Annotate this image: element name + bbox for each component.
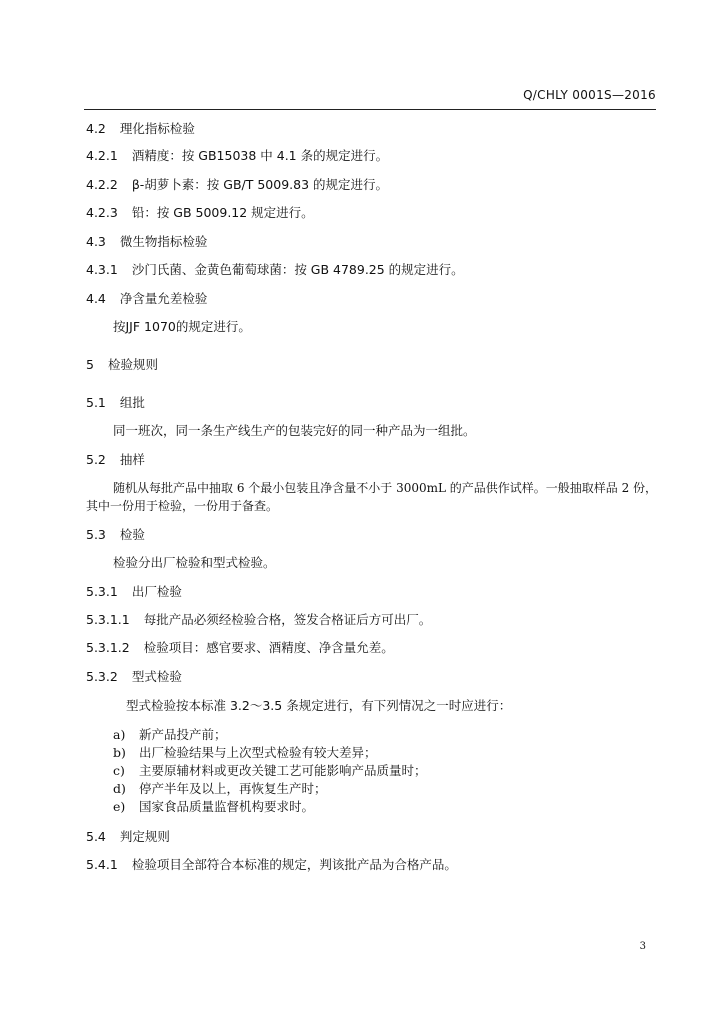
clause-text: 检验项目：感官要求、酒精度、净含量允差。 [143, 640, 394, 655]
clause-text: 检验项目全部符合本标准的规定，判该批产品为合格产品。 [131, 857, 457, 872]
chapter-number: 5 [86, 357, 94, 372]
section-title: 理化指标检验 [119, 121, 195, 136]
section-title: 组批 [119, 395, 145, 410]
section-heading [86, 669, 182, 685]
section-heading [86, 121, 195, 137]
clause [86, 640, 394, 656]
paragraph: 按JJF 1070的规定进行。 [113, 319, 251, 334]
clause [86, 857, 457, 873]
section-heading [86, 291, 207, 307]
list-text: 国家食品质量监督机构要求时。 [139, 799, 315, 814]
chapter-title: 检验规则 [107, 357, 158, 372]
list-item [113, 745, 377, 761]
section-number: 4.2 [86, 121, 106, 136]
list-text: 出厂检验结果与上次型式检验有较大差异； [139, 745, 377, 760]
document-code: Q/CHLY 0001S—2016 [523, 88, 656, 102]
clause [86, 205, 314, 221]
section-number: 5.1 [86, 395, 106, 410]
list-marker: a) [113, 727, 126, 742]
list-marker: b) [113, 745, 126, 760]
section-title: 抽样 [119, 452, 145, 467]
paragraph: 同一班次，同一条生产线生产的包装完好的同一种产品为一组批。 [113, 423, 476, 438]
clause-number: 5.3.1.1 [86, 612, 130, 627]
list-text: 停产半年及以上，再恢复生产时； [139, 781, 327, 796]
page-number: 3 [639, 941, 646, 952]
clause-number: 4.2.2 [86, 177, 118, 192]
section-number: 4.3 [86, 234, 106, 249]
paragraph-continued: 其中一份用于检验，一份用于备查。 [86, 499, 279, 513]
section-title: 净含量允差检验 [119, 291, 208, 306]
chapter-heading [86, 357, 158, 373]
header-rule [84, 109, 656, 110]
list-marker: c) [113, 763, 125, 778]
section-number: 5.3.1 [86, 584, 118, 599]
section-heading [86, 234, 207, 250]
clause [86, 177, 388, 193]
list-marker: e) [113, 799, 126, 814]
clause-number: 4.2.1 [86, 148, 118, 163]
section-title: 判定规则 [119, 829, 170, 844]
list-text: 新产品投产前； [139, 727, 227, 742]
paragraph: 型式检验按本标准 3.2～3.5 条规定进行，有下列情况之一时应进行： [126, 698, 512, 713]
clause [86, 262, 464, 278]
list-marker: d) [113, 781, 126, 796]
section-number: 5.2 [86, 452, 106, 467]
section-number: 5.4 [86, 829, 106, 844]
list-item [113, 799, 314, 815]
section-title: 微生物指标检验 [119, 234, 208, 249]
section-heading [86, 395, 145, 411]
list-text: 主要原辅材料或更改关键工艺可能影响产品质量时； [139, 763, 427, 778]
section-heading [86, 527, 145, 543]
section-title: 型式检验 [131, 669, 182, 684]
clause-text: 酒精度：按 GB15038 中 4.1 条的规定进行。 [131, 148, 389, 163]
clause-text: 铅：按 GB 5009.12 规定进行。 [131, 205, 314, 220]
section-number: 5.3.2 [86, 669, 118, 684]
clause-number: 4.3.1 [86, 262, 118, 277]
clause-number: 5.3.1.2 [86, 640, 130, 655]
section-title: 检验 [119, 527, 145, 542]
list-item [113, 727, 227, 743]
section-heading [86, 584, 182, 600]
list-item [113, 763, 427, 779]
clause-number: 5.4.1 [86, 857, 118, 872]
section-heading [86, 829, 170, 845]
section-number: 4.4 [86, 291, 106, 306]
clause-text: 每批产品必须经检验合格，签发合格证后方可出厂。 [143, 612, 432, 627]
clause [86, 612, 431, 628]
clause-text: 沙门氏菌、金黄色葡萄球菌：按 GB 4789.25 的规定进行。 [131, 262, 464, 277]
clause-number: 4.2.3 [86, 205, 118, 220]
section-number: 5.3 [86, 527, 106, 542]
list-item [113, 781, 327, 797]
clause-text: β-胡萝卜素：按 GB/T 5009.83 的规定进行。 [131, 177, 389, 192]
paragraph: 检验分出厂检验和型式检验。 [113, 555, 276, 570]
section-title: 出厂检验 [131, 584, 182, 599]
clause [86, 148, 388, 164]
paragraph: 随机从每批产品中抽取 6 个最小包装且净含量不小于 3000mL 的产品供作试样。一般抽取样品 2 份， [113, 481, 658, 495]
section-heading [86, 452, 145, 468]
